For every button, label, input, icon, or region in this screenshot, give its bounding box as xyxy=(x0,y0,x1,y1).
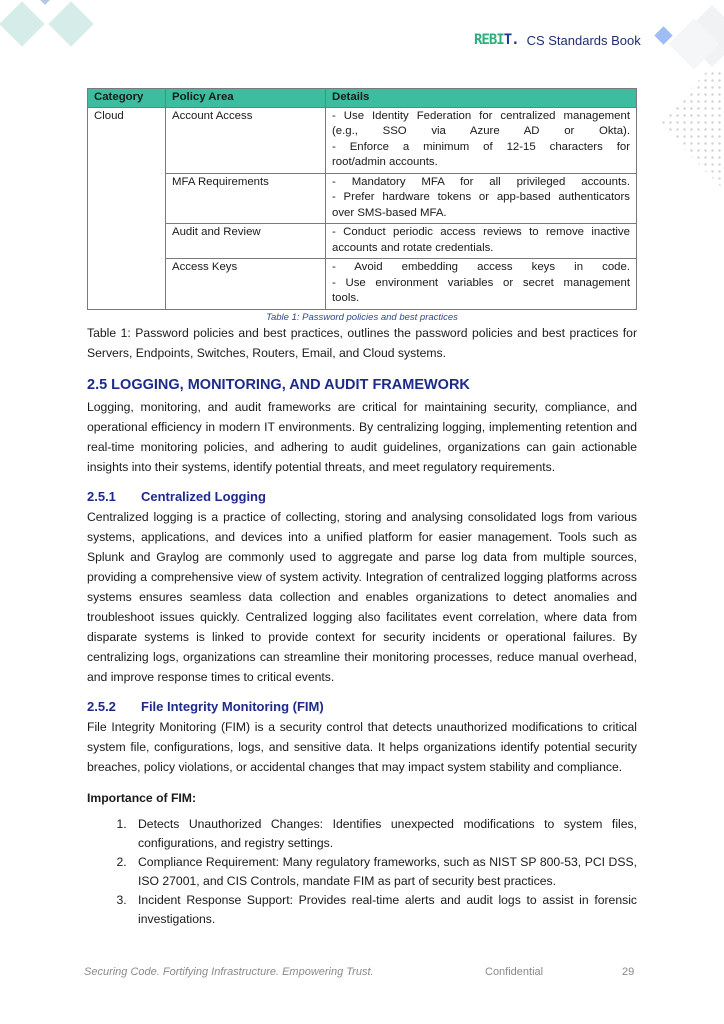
details-cell: - Conduct periodic access reviews to remove inactive accounts and rotate credentials. xyxy=(326,224,637,259)
decorative-diamond xyxy=(35,0,55,5)
list-item: 1. Detects Unauthorized Changes: Identifies unexpected modifications to system files, configurations, and registry settings. xyxy=(130,815,637,853)
policy-area-cell: MFA Requirements xyxy=(166,173,326,224)
table-row xyxy=(88,173,637,224)
section-heading-2-5: 2.5 LOGGING, MONITORING, AND AUDIT FRAMEWORK xyxy=(87,376,470,393)
section-2-5-body: Logging, monitoring, and audit frameworks are critical for maintaining security, compliance, and operational efficiency in modern IT environments. By centralizing logging, implementing retention and real-time monitoring policies, and adhering to audit guidelines, organizations can gain actionable insights into their systems, identify potential threats, and meet regulatory requirements. xyxy=(87,399,637,474)
list-item: 3. Incident Response Support: Provides real-time alerts and audit logs to assist in forensic investigations. xyxy=(130,891,637,929)
decorative-diamond xyxy=(0,1,45,46)
column-header-category: Category xyxy=(88,89,166,108)
footer-classification: Confidential xyxy=(485,966,544,978)
column-header-policy-area: Policy Area xyxy=(166,89,326,108)
importance-list xyxy=(87,815,637,929)
details-cell: - Avoid embedding access keys in code. - Use environment variables or secret management tools. xyxy=(326,259,637,310)
table-caption: Table 1: Password policies and best practices xyxy=(266,311,458,323)
footer-tagline: Securing Code. Fortifying Infrastructure. Empowering Trust. xyxy=(84,966,374,978)
policy-table xyxy=(87,88,637,310)
subsection-heading-2-5-2: 2.5.2 File Integrity Monitoring (FIM) xyxy=(87,698,324,714)
policy-area-cell: Account Access xyxy=(166,107,326,173)
rebit-logo: REBIT. xyxy=(474,32,519,48)
policy-area-cell: Audit and Review xyxy=(166,224,326,259)
column-header-details: Details xyxy=(326,89,637,108)
table-row xyxy=(88,259,637,310)
list-item: 2. Compliance Requirement: Many regulatory frameworks, such as NIST SP 800-53, PCI DSS, ISO 27001, and CIS Controls, mandate FIM as part of security best practices. xyxy=(130,853,637,891)
table-row xyxy=(88,224,637,259)
page-header xyxy=(474,30,641,50)
page-number: 29 xyxy=(622,966,635,978)
decorative-diamond xyxy=(48,1,93,46)
subsection-heading-2-5-1: 2.5.1 Centralized Logging xyxy=(87,488,266,504)
importance-label: Importance of FIM: xyxy=(87,790,197,805)
details-cell: - Use Identity Federation for centralized management (e.g., SSO via Azure AD or Okta). - Enforce a minimum of 12-15 characters for root/admin accounts. xyxy=(326,107,637,173)
intro-paragraph: Table 1: Password policies and best practices, outlines the password policies and best practices for Servers, Endpoints, Switches, Routers, Email, and Cloud systems. xyxy=(87,325,637,360)
book-title: CS Standards Book xyxy=(526,32,641,48)
decorative-dot-pattern xyxy=(660,70,724,190)
category-cell: Cloud xyxy=(88,107,166,309)
page-content xyxy=(87,88,637,929)
table-header-row xyxy=(88,89,637,108)
policy-area-cell: Access Keys xyxy=(166,259,326,310)
section-2-5-1-body: Centralized logging is a practice of collecting, storing and analysing consolidated logs from various systems, applications, and devices into a unified platform for easier management. Tools such as Splunk and Graylog are commonly used to aggregate and parse log data from multiple sources, providing a comprehensive view of system activity. Integration of centralized logging platforms across systems ensures seamless data collection and enables organizations to detect anomalies and troubleshoot issues quickly. Centralized logging also facilitates event correlation, where data from disparate systems is linked to provide context for security incidents or operational failures. By centralizing logs, organizations can streamline their monitoring processes, reduce manual overhead, and improve response times to critical events. xyxy=(87,509,637,684)
table-row xyxy=(88,107,637,173)
details-cell: - Mandatory MFA for all privileged accounts. - Prefer hardware tokens or app-based authenticators over SMS-based MFA. xyxy=(326,173,637,224)
section-2-5-2-body: File Integrity Monitoring (FIM) is a security control that detects unauthorized modifications to critical system file, configurations, logs, and sensitive data. It helps organizations identify potential security breaches, policy violations, or accidental changes that may impact system stability and compliance. xyxy=(87,719,637,774)
